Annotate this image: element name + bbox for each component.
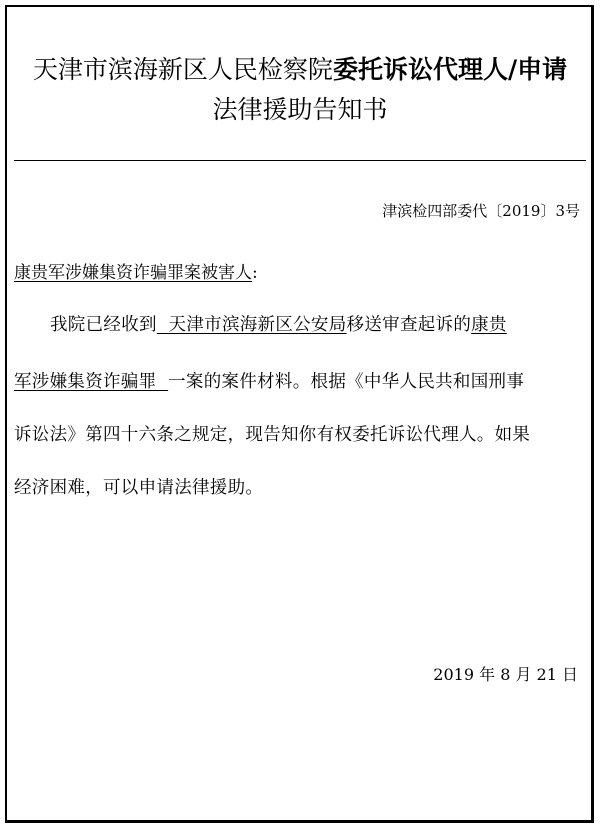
document-number: 津滨检四部委代〔2019〕3号 xyxy=(382,202,580,220)
addressee xyxy=(14,258,258,283)
body-line-4: 经济困难，可以申请法律援助。 xyxy=(14,478,264,498)
title-issuer: 天津市滨海新区人民检察院 xyxy=(32,55,333,84)
addressee-colon: : xyxy=(252,263,258,283)
case-name-part-1: 康贵 xyxy=(471,315,507,335)
title-main: 委托诉讼代理人/申请 xyxy=(332,55,568,84)
addressee-name: 康贵军涉嫌集资诈骗罪案被害人 xyxy=(14,263,252,283)
body-line-2 xyxy=(14,368,588,393)
document-title-line-1 xyxy=(0,55,600,85)
body-text-law-reference: 一案的案件材料。根据《中华人民共和国刑事 xyxy=(168,372,525,392)
body-line-1 xyxy=(50,311,600,336)
title-divider xyxy=(14,160,586,161)
transferring-agency: 天津市滨海新区公安局 xyxy=(156,315,347,335)
issue-date: 2019 年 8 月 21 日 xyxy=(433,665,578,684)
body-line-3: 诉讼法》第四十六条之规定，现告知你有权委托诉讼代理人。如果 xyxy=(14,425,531,445)
body-text-received: 我院已经收到 xyxy=(50,315,157,335)
body-text-transfer: 移送审查起诉的 xyxy=(346,315,472,335)
document-title-line-2: 法律援助告知书 xyxy=(212,95,388,124)
case-name-part-2: 军涉嫌集资诈骗罪 xyxy=(14,372,169,392)
document-border xyxy=(5,5,594,823)
